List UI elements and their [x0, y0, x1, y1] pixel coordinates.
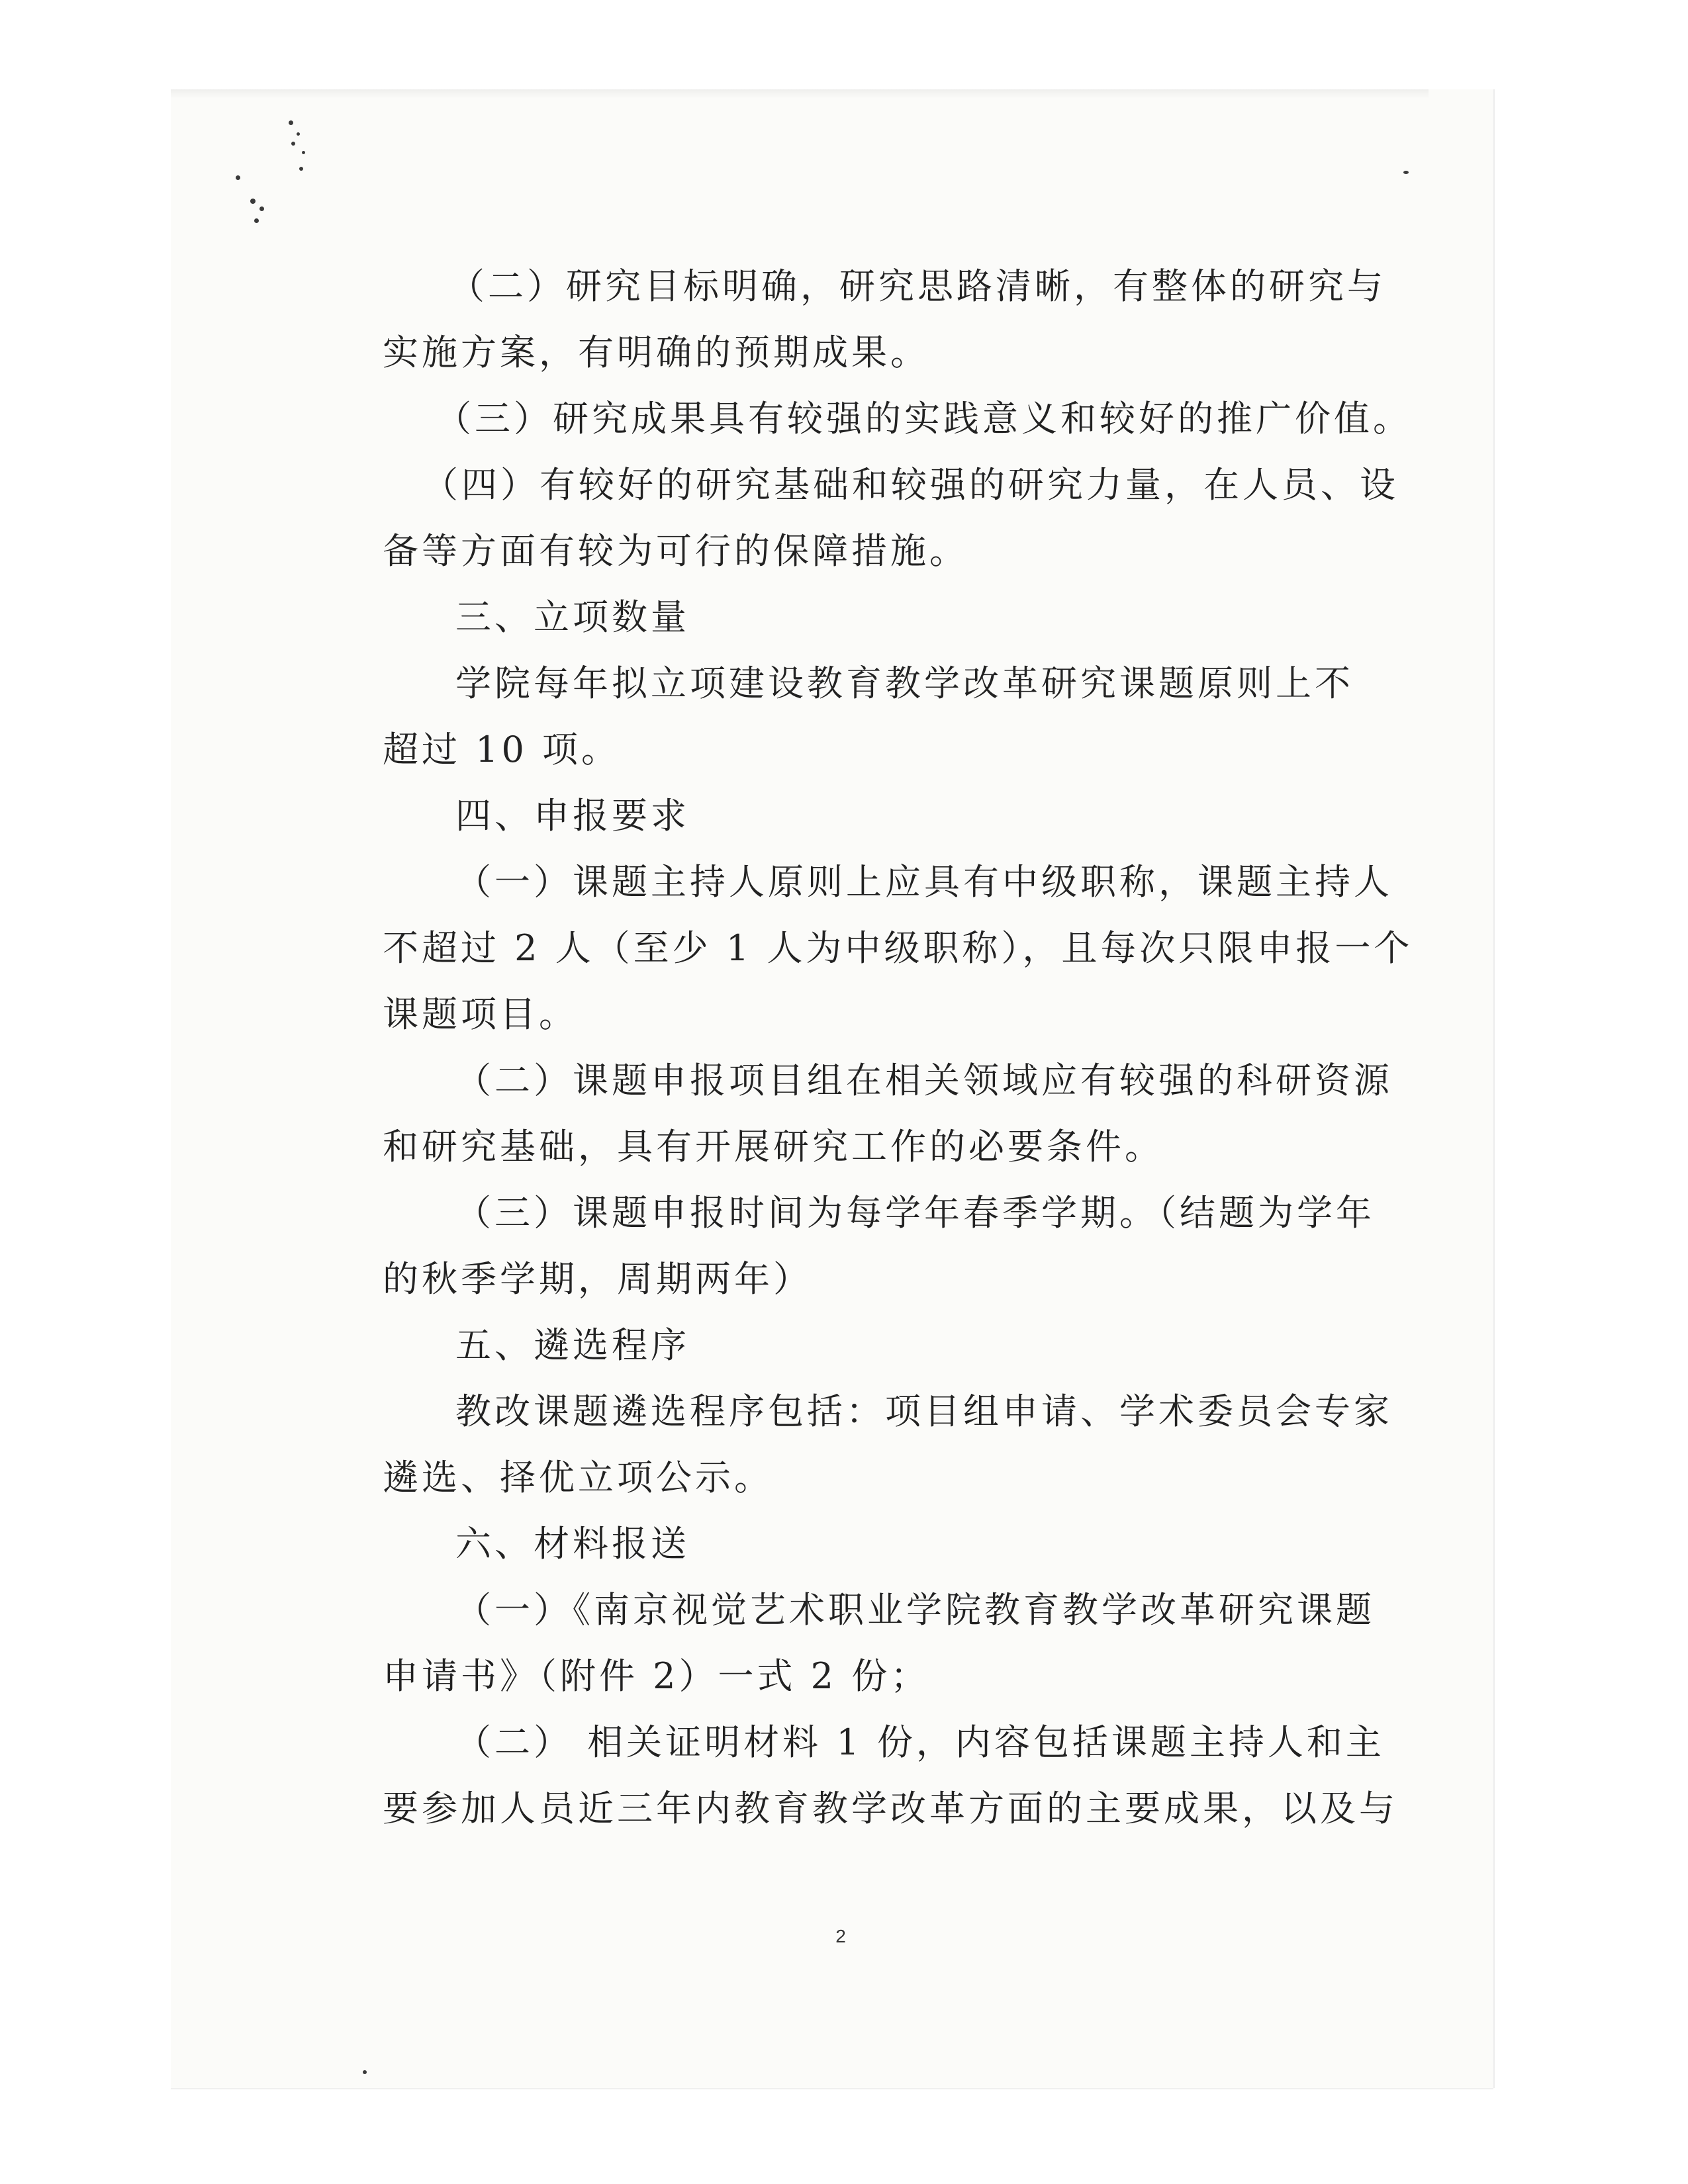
paper-top-edge — [171, 89, 1429, 99]
paragraph-line: 课题项目。 — [383, 993, 578, 1035]
scan-speck — [1403, 171, 1409, 174]
paragraph-line: （二） 相关证明材料 1 份，内容包括课题主持人和主 — [455, 1721, 1385, 1763]
scan-speck — [289, 120, 293, 125]
paragraph-line: （一）《南京视觉艺术职业学院教育教学改革研究课题 — [455, 1589, 1375, 1631]
section-heading: 三、立项数量 — [455, 596, 690, 638]
paragraph-line: 备等方面有较为可行的保障措施。 — [383, 530, 968, 572]
scan-speck — [302, 151, 305, 154]
paragraph-line: 申请书》（附件 2）一式 2 份； — [383, 1655, 930, 1697]
section-heading: 六、材料报送 — [455, 1523, 690, 1565]
section-heading: 四、申报要求 — [455, 795, 690, 837]
paragraph-line: （四）有较好的研究基础和较强的研究力量，在人员、设 — [422, 464, 1399, 506]
section-heading: 五、遴选程序 — [455, 1324, 690, 1366]
paragraph-line: 教改课题遴选程序包括：项目组申请、学术委员会专家 — [455, 1390, 1393, 1432]
paragraph-line: 和研究基础，具有开展研究工作的必要条件。 — [383, 1126, 1164, 1167]
paragraph-line: 遴选、择优立项公示。 — [383, 1457, 773, 1498]
scan-speck — [291, 142, 295, 146]
paragraph-line: 不超过 2 人（至少 1 人为中级职称），且每次只限申报一个 — [383, 927, 1413, 969]
paragraph-line: （二）研究目标明确，研究思路清晰，有整体的研究与 — [449, 265, 1386, 307]
scan-speck — [363, 2070, 367, 2074]
paragraph-line: （三）研究成果具有较强的实践意义和较好的推广价值。 — [436, 398, 1412, 439]
paragraph-line: （三）课题申报时间为每学年春季学期。（结题为学年 — [455, 1192, 1375, 1234]
scan-speck — [297, 132, 300, 136]
paragraph-line: 的秋季学期，周期两年） — [383, 1258, 812, 1300]
scan-speck — [299, 167, 303, 171]
scan-speck — [236, 175, 240, 180]
scan-speck — [254, 218, 259, 223]
paragraph-line: 要参加人员近三年内教育教学改革方面的主要成果，以及与 — [383, 1788, 1398, 1829]
paragraph-line: （一）课题主持人原则上应具有中级职称，课题主持人 — [455, 861, 1393, 903]
page-number: 2 — [835, 1926, 846, 1946]
paragraph-line: 学院每年拟立项建设教育教学改革研究课题原则上不 — [455, 662, 1354, 704]
paragraph-line: （二）课题申报项目组在相关领域应有较强的科研资源 — [455, 1060, 1393, 1101]
paragraph-line: 实施方案，有明确的预期成果。 — [383, 332, 929, 373]
paragraph-line: 超过 10 项。 — [383, 729, 621, 770]
scan-speck — [250, 199, 256, 204]
scan-speck — [259, 206, 264, 211]
